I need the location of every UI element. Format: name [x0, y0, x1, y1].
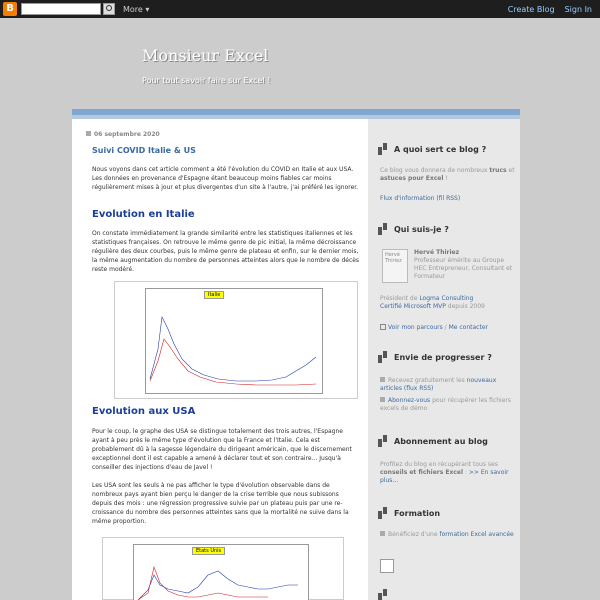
- list-bullet-icon: [380, 377, 385, 382]
- blogger-logo-icon[interactable]: B: [3, 2, 17, 16]
- widget-bullet-icon: [378, 507, 388, 519]
- create-blog-link[interactable]: Create Blog: [507, 4, 555, 14]
- author-photo[interactable]: Hervé Thiriez: [382, 249, 408, 283]
- progress-item-2: Abonnez-vous pour récupérer les fichiers excels de démo: [380, 397, 512, 412]
- usa-paragraph-1: Pour le coup, le graphe des USA se distingue totalement des trois autres, l'Espagne ayant à peu près le même type d'évolution que la France et l'Italie. Cela est probablement dû à la sagesse légendaire du dirigeant américain, que le discernement exceptionnel dont il est capable a amené à déclarer tout et son contraire... Jusqu'à conseiller des injections d'eau de Javel !: [92, 428, 352, 471]
- profile-icon: [380, 324, 386, 330]
- italy-paragraph: On constate immédiatement la grande similarité entre les statistiques italiennes et les statistiques françaises. On retrouve le même genre de pic initial, la même décroissance régulière des deux courbes, puis le même genre de plateau et enfin, sur le dernier mois, la même augmentation du nombre de personnes atteintes alors que le nombre de décès reste modéré.: [92, 230, 360, 273]
- usa-chart-image[interactable]: [102, 537, 344, 600]
- search-icon: [106, 5, 112, 11]
- subscription-text: Profitez du blog en récupérant tous ses conseils et fichiers Excel : >> En savoir plus...: [380, 461, 509, 484]
- sidebar: [368, 119, 520, 600]
- sidebar-about-heading: A quoi sert ce blog ?: [378, 143, 486, 155]
- sidebar-subscription-heading: Abonnement au blog: [378, 435, 488, 447]
- widget-bullet-icon: [378, 589, 388, 600]
- sidebar-progress-heading: Envie de progresser ?: [378, 351, 492, 363]
- usa-paragraph-2: Les USA sont les seuls à ne pas afficher le type d'évolution observable dans de nombreux pays ayant bien perçu le danger de la crise terrible que nous subissons depuis des mois : une régression progressive suivie par un plateau puis par une re-croissance du nombre des personnes atteintes sans que la mortalité ne suive dans la même proportion.: [92, 482, 349, 525]
- blog-description: Pour tout savoir faire sur Excel !: [142, 76, 271, 85]
- post-intro: Nous voyons dans cet article comment a été l'évolution du COVID en Italie et aux USA. Les données en provenance d'Espagne étant beaucoup moins fiables car moins régulièrement mises à jour et plus divergentes d'un site à l'autre, j'ai préféré les ignorer.: [92, 166, 359, 191]
- contact-link[interactable]: Me contacter: [448, 324, 488, 331]
- widget-bullet-icon: [378, 435, 388, 447]
- italy-chart-image[interactable]: [114, 281, 358, 399]
- main-content: [72, 119, 368, 600]
- learn-more-link[interactable]: >> En savoir plus...: [380, 469, 509, 484]
- author-bio: Professeur émérite au Groupe HEC Entrepreneur, Consultant et Formateur: [414, 257, 513, 280]
- blogger-navbar: [0, 0, 600, 18]
- logma-link[interactable]: Logma Consulting: [419, 295, 474, 302]
- widget-bullet-icon: [378, 143, 388, 155]
- post-date: 06 septembre 2020: [86, 131, 160, 138]
- post-title[interactable]: Suivi COVID Italie & US: [92, 146, 196, 155]
- mvp-link[interactable]: Certifié Microsoft MVP: [380, 303, 446, 310]
- rss-feed-link[interactable]: Flux d'information (fil RSS): [380, 195, 461, 202]
- usa-chart-plot: [133, 544, 309, 600]
- list-bullet-icon: [380, 397, 385, 402]
- italy-chart-plot: [145, 288, 323, 394]
- new-articles-link[interactable]: nouveaux articles (flux RSS): [380, 377, 497, 392]
- author-presidency: Président de Logma Consulting Certifié Microsoft MVP depuis 2009: [380, 295, 485, 310]
- sidebar-training-heading: Formation: [378, 507, 440, 519]
- sidebar-next-heading: [378, 589, 394, 600]
- sign-in-link[interactable]: Sign In: [564, 4, 592, 14]
- progress-item-1: Recevez gratuitement les nouveaux articles (flux RSS): [380, 377, 497, 392]
- widget-bullet-icon: [378, 223, 388, 235]
- usa-chart-label: Etats Unis: [192, 547, 225, 555]
- section-italy-title: Evolution en Italie: [92, 209, 195, 220]
- profile-link[interactable]: Voir mon parcours: [388, 324, 443, 331]
- sidebar-who-heading: Qui suis-je ?: [378, 223, 449, 235]
- training-link[interactable]: formation Excel avancée: [439, 531, 514, 538]
- training-text: Bénéficiez d'une formation Excel avancée: [380, 531, 518, 539]
- list-bullet-icon: [380, 531, 385, 536]
- more-menu[interactable]: More ▾: [123, 4, 150, 14]
- sidebar-about-text: Ce blog vous donnera de nombreux trucs et astuces pour Excel !: [380, 167, 515, 182]
- date-bullet-icon: [86, 131, 91, 136]
- section-usa-title: Evolution aux USA: [92, 406, 196, 417]
- author-name[interactable]: Hervé Thiriez: [414, 249, 460, 256]
- italy-chart-label: Italie: [204, 291, 224, 299]
- search-button[interactable]: [103, 3, 115, 15]
- subscribe-link[interactable]: Abonnez-vous: [388, 397, 431, 404]
- image-placeholder-icon[interactable]: [380, 559, 394, 573]
- italy-chart-lines: [146, 289, 322, 393]
- author-links: Voir mon parcours / Me contacter: [380, 324, 518, 332]
- blog-title[interactable]: Monsieur Excel: [142, 46, 269, 65]
- search-input[interactable]: [21, 3, 101, 15]
- widget-bullet-icon: [378, 351, 388, 363]
- blog-header: [72, 22, 520, 108]
